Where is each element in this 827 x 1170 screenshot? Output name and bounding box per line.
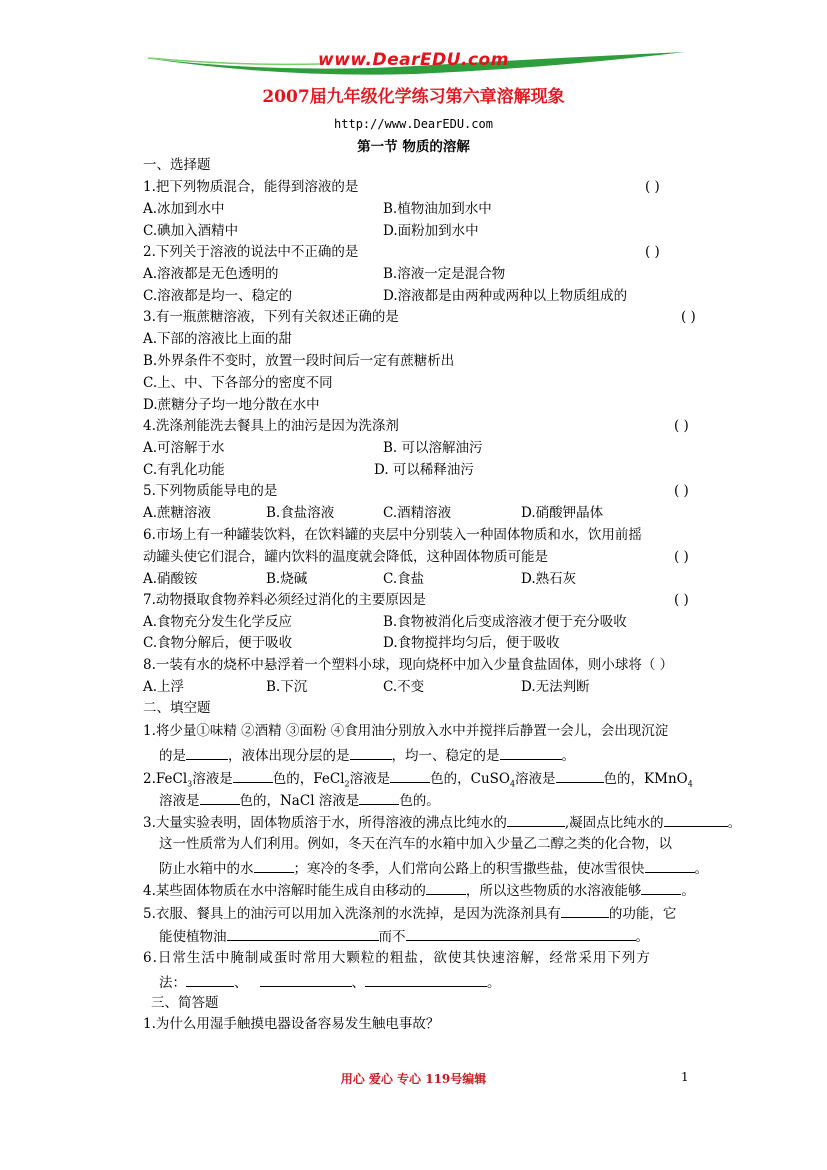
option-c: C.不变 (383, 679, 425, 695)
question-stem: 5.下列物质能导电的是 (143, 483, 278, 499)
answer-blank[interactable] (426, 880, 466, 895)
option-b: B.食物被消化后变成溶液才便于充分吸收 (383, 614, 627, 630)
part-heading: 一、选择题 (143, 157, 211, 173)
option-a: A.溶液都是无色透明的 (143, 266, 279, 282)
answer-blank[interactable] (200, 790, 240, 805)
answer-paren: ( ) (681, 309, 696, 325)
page-number: 1 (681, 1070, 689, 1084)
answer-blank[interactable] (233, 768, 273, 783)
question-stem: 1.把下列物质混合，能得到溶液的是 (143, 179, 359, 195)
answer-blank[interactable] (350, 745, 392, 760)
site-url[interactable]: http://www.DearEDU.com (334, 117, 493, 131)
site-logo: www.DearEDU.com (318, 50, 509, 70)
answer-blank[interactable] (406, 926, 636, 941)
fill-question: 4.某些固体物质在水中溶解时能生成自由移动的 ，所以这些物质的水溶液能够 。 (143, 880, 695, 900)
option-d: D.无法判断 (521, 679, 590, 695)
answer-blank[interactable] (254, 858, 294, 873)
option-d: D.熟石灰 (521, 571, 577, 587)
section-title: 第一节 物质的溶解 (357, 139, 470, 155)
question-stem-cont: 动罐头使它们混合，罐内饮料的温度就会降低，这种固体物质可能是 (143, 549, 548, 565)
fill-question: 5.衣服、餐具上的油污可以用加入洗涤剂的水洗掉，是因为洗涤剂具有 的功能，它 (143, 903, 676, 923)
option-d: D.溶液都是由两种或两种以上物质组成的 (383, 288, 628, 304)
option-c: C.有乳化功能 (143, 462, 225, 478)
answer-paren: ( ) (674, 418, 689, 434)
option-a: A.硝酸铵 (143, 571, 198, 587)
question-stem: 6.市场上有一种罐装饮料，在饮料罐的夹层中分别装入一种固体物质和水，饮用前摇 (143, 527, 642, 543)
footer-text: 用心 爱心 专心 119号编辑 (340, 1072, 487, 1086)
answer-blank[interactable] (664, 812, 728, 827)
short-answer-question: 1.为什么用湿手触摸电器设备容易发生触电事故？ (143, 1016, 440, 1032)
fill-question-cont: 能使植物油 而不 。 (159, 926, 649, 946)
answer-blank[interactable] (186, 745, 228, 760)
question-stem: 8.一装有水的烧杯中悬浮着一个塑料小球，现向烧杯中加入少量食盐固体，则小球将（ ） (143, 657, 674, 673)
question-stem: 2.下列关于溶液的说法中不正确的是 (143, 244, 359, 260)
option-c: C.碘加入酒精中 (143, 223, 239, 239)
question-stem: 3.有一瓶蔗糖溶液，下列有关叙述正确的是 (143, 309, 399, 325)
answer-blank[interactable] (561, 903, 609, 918)
option-b: B.植物油加到水中 (383, 201, 492, 217)
option-b: B.溶液一定是混合物 (383, 266, 506, 282)
fill-question-cont: 法： 、 、 。 (159, 972, 501, 992)
option-d: D.硝酸钾晶体 (521, 505, 604, 521)
answer-blank[interactable] (390, 768, 430, 783)
fill-question: 3.大量实验表明，固体物质溶于水，所得溶液的沸点比纯水的 ,凝固点比纯水的 。 (143, 812, 741, 832)
option-a: A.上浮 (143, 679, 185, 695)
answer-paren: ( ) (645, 179, 660, 195)
answer-blank[interactable] (359, 790, 399, 805)
option-b: B. 可以溶解油污 (383, 440, 483, 456)
answer-paren: ( ) (674, 549, 689, 565)
part-heading: 三、简答题 (151, 995, 219, 1011)
answer-blank[interactable] (260, 972, 352, 987)
answer-blank[interactable] (556, 768, 604, 783)
answer-blank[interactable] (500, 745, 562, 760)
option-a: A.冰加到水中 (143, 201, 225, 217)
option-d: D. 可以稀释油污 (374, 462, 474, 478)
option-a: A.可溶解于水 (143, 440, 225, 456)
option-d: D.蔗糖分子均一地分散在水中 (143, 397, 320, 413)
option-d: D.食物搅拌均匀后，便于吸收 (383, 635, 560, 651)
option-c: C.食盐 (383, 571, 425, 587)
option-a: A.蔗糖溶液 (143, 505, 212, 521)
fill-question-cont: 这一性质常为人们利用。例如，冬天在汽车的水箱中加入少量乙二醇之类的化合物，以 (159, 836, 672, 852)
option-a: A.下部的溶液比上面的甜 (143, 331, 293, 347)
question-stem: 4.洗涤剂能洗去餐具上的油污是因为洗涤剂 (143, 418, 399, 434)
option-a: A.食物充分发生化学反应 (143, 614, 293, 630)
option-c: C.溶液都是均一、稳定的 (143, 288, 293, 304)
option-c: C.食物分解后，便于吸收 (143, 635, 293, 651)
option-b: B.烧碱 (266, 571, 308, 587)
answer-blank[interactable] (507, 812, 565, 827)
fill-question-cont: 溶液是 色的，NaCl 溶液是 色的。 (159, 790, 440, 810)
answer-blank[interactable] (186, 972, 234, 987)
question-stem: 7.动物摄取食物养料必须经过消化的主要原因是 (143, 592, 426, 608)
fill-question-cont: 防止水箱中的水 ；寒冷的冬季，人们常向公路上的积雪撒些盐，使冰雪很快 。 (159, 858, 708, 878)
fill-question: 2.FeCl$_3$溶液是 色的，FeCl$_2$溶液是 色的，CuSO$_4$溶液是 色的，KMnO$_4$ (143, 768, 693, 794)
option-d: D.面粉加到水中 (383, 223, 479, 239)
answer-blank[interactable] (227, 926, 379, 941)
answer-blank[interactable] (645, 858, 695, 873)
fill-question: 1.将少量①味精 ②酒精 ③面粉 ④食用油分别放入水中并搅拌后静置一会儿，会出现沉淀 (143, 723, 669, 739)
fill-question-cont: 的是 ，液体出现分层的是 ，均一、稳定的是 。 (159, 745, 575, 765)
option-c: C.上、中、下各部分的密度不同 (143, 375, 333, 391)
fill-question: 6.日常生活中腌制咸蛋时常用大颗粒的粗盐，欲使其快速溶解，经常采用下列方 (143, 950, 651, 966)
answer-paren: ( ) (674, 592, 689, 608)
answer-paren: ( ) (674, 483, 689, 499)
answer-blank[interactable] (641, 880, 681, 895)
part-heading: 二、填空题 (143, 700, 211, 716)
option-b: B.外界条件不变时，放置一段时间后一定有蔗糖析出 (143, 353, 455, 369)
option-b: B.食盐溶液 (266, 505, 335, 521)
option-b: B.下沉 (266, 679, 308, 695)
option-c: C.酒精溶液 (383, 505, 452, 521)
answer-blank[interactable] (365, 972, 487, 987)
answer-paren: ( ) (645, 244, 660, 260)
page-title: 2007届九年级化学练习第六章溶解现象 (262, 87, 565, 107)
